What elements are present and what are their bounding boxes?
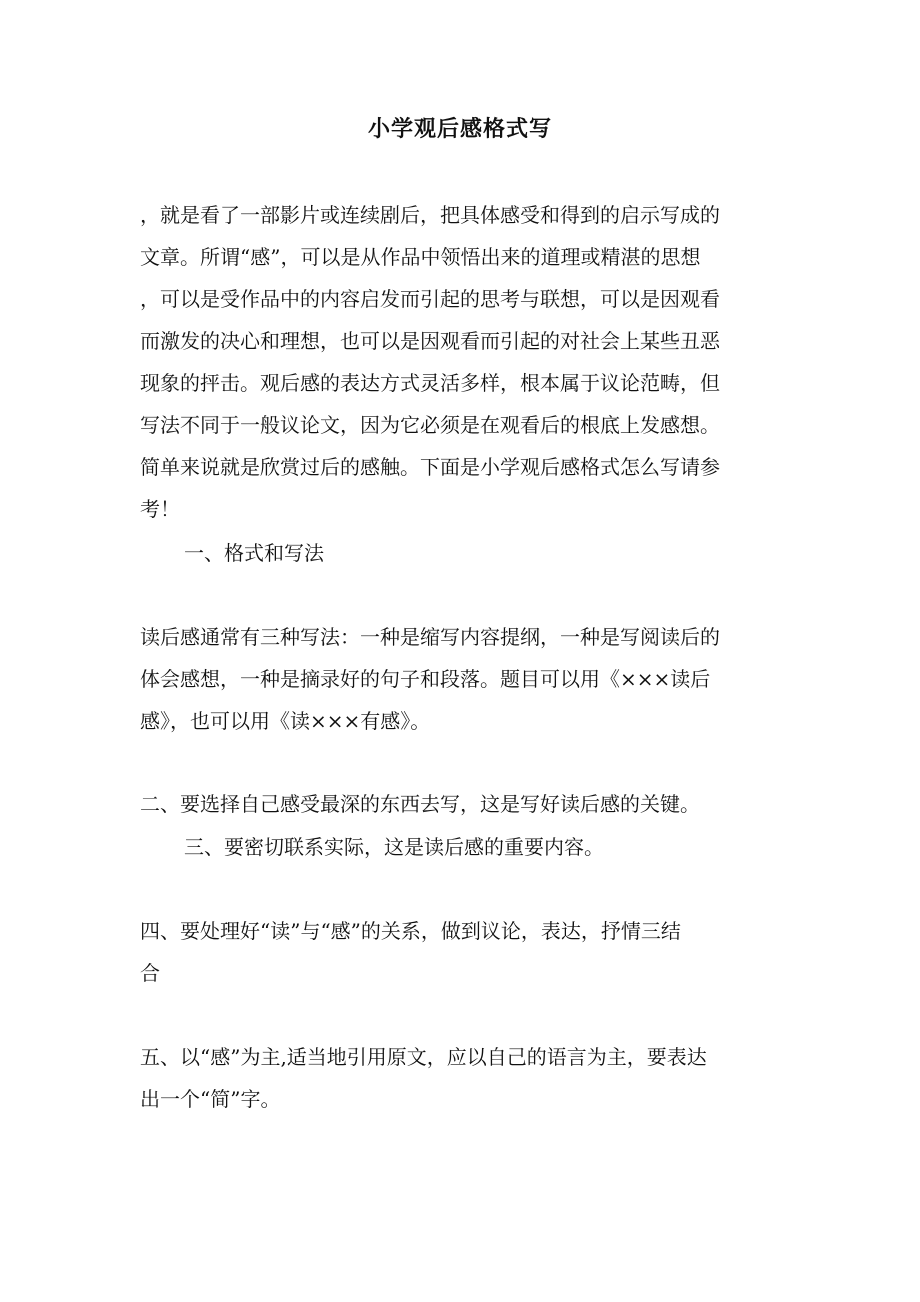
point-2: [140, 783, 790, 825]
text-line: 简单来说就是欣赏过后的感触。下面是小学观后感格式怎么写请参: [140, 455, 720, 479]
paragraph-1: [140, 616, 790, 742]
text-line: ，就是看了一部影片或连续剧后，把具体感受和得到的启示写成的: [140, 203, 720, 227]
text-line: 感》，也可以用《读×××有感》。: [140, 709, 431, 733]
intro-paragraph: [140, 194, 790, 530]
text-line: 五、以“感”为主,适当地引用原文，应以自己的语言为主，要表达: [140, 1045, 707, 1069]
text-line: 合: [140, 961, 160, 985]
text-line: 体会感想，一种是摘录好的句子和段落。题目可以用《×××读后: [140, 667, 711, 691]
point-4: [140, 910, 790, 994]
text-line: 四、要处理好“读”与“感”的关系，做到议论，表达，抒情三结: [140, 919, 681, 943]
point-5: [140, 1036, 790, 1120]
section-heading-1: [140, 532, 790, 574]
text-line: 而激发的决心和理想，也可以是因观看而引起的对社会上某些丑恶: [140, 329, 720, 353]
text-line: 读后感通常有三种写法：一种是缩写内容提纲，一种是写阅读后的: [140, 625, 720, 649]
section-heading-text: 一、格式和写法: [184, 541, 324, 565]
text-line: 出一个“简”字。: [140, 1087, 281, 1111]
text-line: 现象的抨击。观后感的表达方式灵活多样，根本属于议论范畴，但: [140, 371, 720, 395]
text-line: 二、要选择自己感受最深的东西去写，这是写好读后感的关键。: [140, 792, 700, 816]
text-line: 三、要密切联系实际，这是读后感的重要内容。: [184, 835, 604, 859]
text-line: 考！: [140, 497, 180, 521]
text-line: 文章。所谓“感”，可以是从作品中领悟出来的道理或精湛的思想: [140, 245, 701, 269]
text-line: ，可以是受作品中的内容启发而引起的思考与联想，可以是因观看: [140, 287, 720, 311]
document-title: 小学观后感格式写: [367, 116, 552, 142]
point-3: [140, 826, 790, 868]
text-line: 写法不同于一般议论文，因为它必须是在观看后的根底上发感想。: [140, 413, 720, 437]
